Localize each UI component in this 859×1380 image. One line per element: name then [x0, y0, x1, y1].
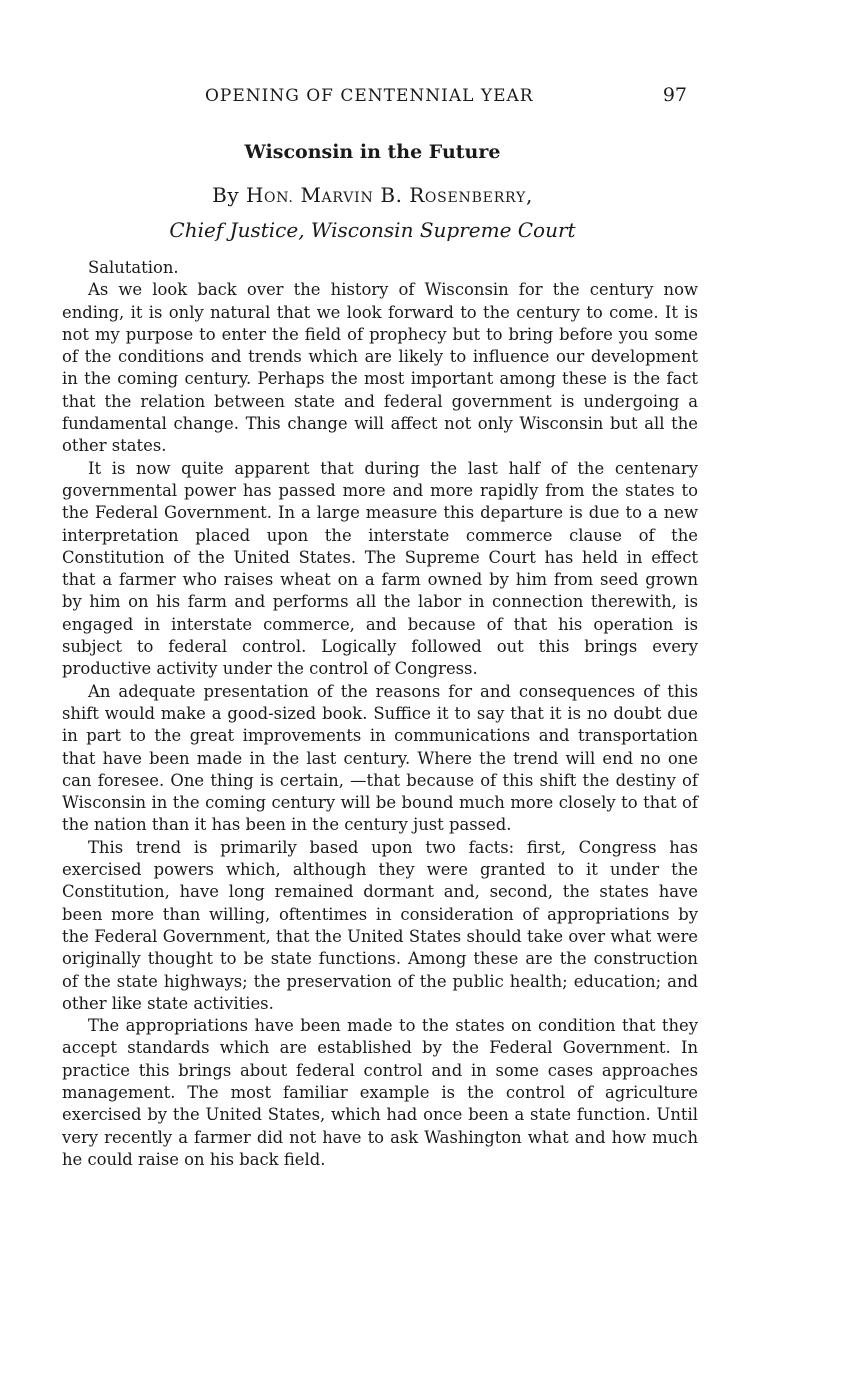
- paragraph: It is now quite apparent that during the last half of the centenary governmental power has passed more and more rapidly from the states to the Federal Government. In a large measure this departure is due to a new interpretation placed upon the interstate commerce clause of the Constitution of the United States. The Supreme Court has held in effect that a farmer who raises wheat on a farm owned by him from seed grown by him on his farm and performs all the labor in connection therewith, is engaged in interstate commerce, and because of that his operation is subject to federal control. Logically followed out this brings every productive activity under the control of Congress.: [62, 458, 698, 679]
- byline-first-initial: M: [293, 183, 322, 207]
- byline-first-rest: ARVIN: [321, 190, 374, 206]
- paragraph: This trend is primarily based upon two facts: first, Congress has exercised powers which, although they were granted to it under the Constitution, have long remained dormant and, second, the states have been more than willing, oftentimes in consideration of appropriations by the Federal Government, that the United States should take over what were originally thought to be state functions. Among these are the construction of the state highways; the preservation of the public health; education; and other like state activities.: [62, 837, 698, 1013]
- byline-by: By: [212, 183, 246, 207]
- paragraph: As we look back over the history of Wisconsin for the century now ending, it is only natural that we look forward to the century to come. It is not my purpose to enter the field of prophecy but to bring before you some of the conditions and trends which are likely to influence our development in the coming century. Perhaps the most important among these is the fact that the relation between state and federal government is undergoing a fundamental change. This change will affect not only Wisconsin but all the other states.: [62, 280, 698, 456]
- page-number: 97: [662, 84, 687, 106]
- author-affiliation: Chief Justice, Wisconsin Supreme Court: [169, 218, 576, 242]
- paragraph: The appropriations have been made to the states on condition that they accept standards which are established by the Federal Government. In practice this brings about federal control and in some cases approaches management. The most familiar example is the control of agriculture exercised by the United States, which had once been a state function. Until very recently a farmer did not have to ask Washington what and how much he could raise on his back field.: [62, 1016, 698, 1169]
- byline-middle-initial: B. R: [373, 183, 425, 207]
- byline-hon-rest: ON.: [263, 190, 294, 206]
- article-body: [62, 257, 698, 1171]
- paragraph-salutation: Salutation.: [88, 258, 179, 277]
- author-byline: [0, 183, 745, 207]
- byline-last-rest: OSENBERRY: [424, 190, 526, 206]
- article-title: Wisconsin in the Future: [244, 141, 501, 163]
- running-header: [205, 86, 687, 112]
- byline-hon-initial: H: [246, 183, 264, 207]
- byline-comma: ,: [526, 183, 533, 207]
- running-title: OPENING OF CENTENNIAL YEAR: [205, 86, 534, 106]
- paragraph: An adequate presentation of the reasons for and consequences of this shift would make a good-sized book. Suffice it to say that it is no doubt due in part to the great improvements in communications and transportation that have been made in the last century. Where the trend will end no one can foresee. One thing is certain, —that because of this shift the destiny of Wisconsin in the coming century will be bound much more closely to that of the nation than it has been in the century just passed.: [62, 681, 698, 835]
